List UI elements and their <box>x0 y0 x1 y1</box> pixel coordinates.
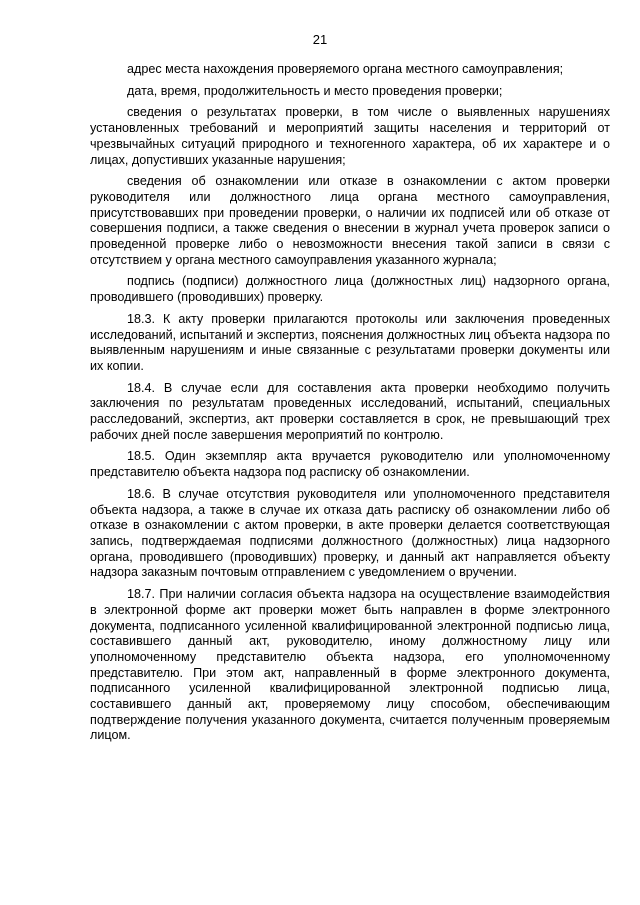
document-body <box>90 62 610 750</box>
paragraph-official-signatures: подпись (подписи) должностного лица (должностных лиц) надзорного органа, проводившего (проводивших) проверку. <box>90 274 610 305</box>
paragraph-18-6: 18.6. В случае отсутствия руководителя или уполномоченного представителя объекта надзора, а также в случае их отказа дать расписку об ознакомлении либо об отказе в ознакомлении с актом проверки, в акте проверки делается соответствующая запись, подтверждаемая подписями должностного (должностных) лица надзорного органа, проводившего (проводивших) проверку, и данный акт направляется объекту надзора заказным почтовым отправлением с уведомлением о вручении. <box>90 486 610 580</box>
paragraph-inspection-datetime: дата, время, продолжительность и место проведения проверки; <box>127 83 503 98</box>
page-number: 21 <box>312 32 328 47</box>
paragraph-18-5: 18.5. Один экземпляр акта вручается руководителю или уполномоченному представителю объекта надзора под расписку об ознакомлении. <box>90 449 610 480</box>
paragraph-acquaintance-info: сведения об ознакомлении или отказе в ознакомлении с актом проверки руководителя или должностного лица органа местного самоуправления, присутствовавших при проведении проверки, о наличии их подписей или об отказе от совершения подписи, а также сведения о внесении в журнал учета проверок записи о проведенной проверке либо о невозможности внесения такой записи в связи с отсутствием у органа местного самоуправления указанного журнала; <box>90 174 610 267</box>
paragraph-18-7: 18.7. При наличии согласия объекта надзора на осуществление взаимодействия в электронной форме акт проверки может быть направлен в форме электронного документа, подписанного усиленной квалифицированной электронной подписью лица, составившего данный акт, руководителю, иному должностному лицу или уполномоченному представителю объекта надзора, его уполномоченному представителю. При этом акт, направленный в форме электронного документа, подписанного усиленной квалифицированной электронной подписью лица, составившего данный акт, проверяемому лицу способом, обеспечивающим подтверждение получения указанного документа, считается полученным проверяемым лицом. <box>90 587 610 743</box>
paragraph-18-4: 18.4. В случае если для составления акта проверки необходимо получить заключения по результатам проведенных исследований, испытаний, специальных расследований, экспертиз, акт проверки составляется в срок, не превышающий трех рабочих дней после завершения мероприятий по контролю. <box>90 380 610 442</box>
paragraph-inspected-body-address: адрес места нахождения проверяемого органа местного самоуправления; <box>127 62 564 76</box>
paragraph-inspection-results: сведения о результатах проверки, в том числе о выявленных нарушениях установленных требований и мероприятий защиты населения и территорий от чрезвычайных ситуаций природного и техногенного характера, об их характере и о лицах, допустивших указанные нарушения; <box>90 105 610 167</box>
paragraph-18-3: 18.3. К акту проверки прилагаются протоколы или заключения проведенных исследований, испытаний и экспертиз, пояснения должностных лиц объекта надзора по выявленным нарушениям и иные связанные с результатами проверки документы или их копии. <box>90 311 610 373</box>
